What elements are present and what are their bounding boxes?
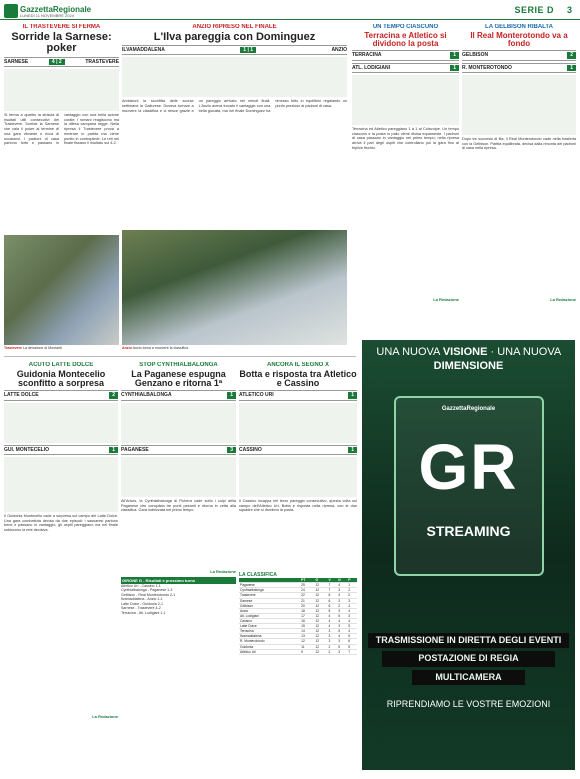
kicker: LA GELBISON RIBALTA — [485, 24, 553, 30]
scoreline-away: ATL. LODIGIANI 1 — [352, 63, 459, 73]
standings-cell: 3 — [337, 649, 347, 654]
ad-streaming: STREAMING — [426, 523, 511, 539]
standings-cell: 3 — [328, 629, 338, 634]
standings-cell: 4 — [328, 624, 338, 629]
headline: Terracina e Atletico si dividono la posta — [364, 30, 447, 48]
scoreline: LATTE DOLCE 2 — [4, 390, 118, 400]
streaming-advertisement — [362, 340, 575, 770]
standings-cell: 17 — [300, 613, 314, 618]
results-list — [121, 584, 236, 615]
photo-caption-1: Trastevere La delusione di Montanti — [4, 346, 62, 350]
lineup-box — [121, 403, 236, 443]
article-body: Si ferma a quattro la striscia di risultati utili consecutivi del Trastevere. Sorride la Sarnese che cala il poker al termine di una gara vibrante e ricca di occasioni. I padroni di casa partono forte e passano in vantaggio con una bella azione corale; i romani reagiscono ma la difesa campana regge. Nella ripresa il Trastevere prova a rientrare in partita ma viene punito in contropiede. Le reti nel finale fissano il risultato sul 4-2. — [4, 112, 119, 146]
photo-caption-2: Anzio Anzio torna a muovere la classifica — [122, 346, 189, 350]
trastevere-photo — [4, 235, 119, 345]
standings-cell: 12 — [314, 619, 327, 624]
article-terracina — [352, 24, 459, 344]
scoreline: ILVAMADDALENA 1 | 1 ANZIO — [122, 45, 347, 55]
page-number: 3 — [566, 5, 572, 15]
result-row: Latte Dolce - Guidonia 2-1 — [121, 601, 163, 606]
standings-cell: 3 — [337, 608, 347, 613]
result-row: Sarnese - Trastevere 4-2 — [121, 606, 161, 611]
standings-cell: 22 — [300, 593, 314, 598]
standings-cell: 4 — [347, 629, 357, 634]
scoreline: ATLETICO URI 1 — [239, 390, 357, 400]
standings-cell: 21 — [300, 598, 314, 603]
away-team: TRASTEVERE — [85, 58, 119, 65]
ad-bullet-3: MULTICAMERA — [412, 670, 525, 685]
standings-cell: 4 — [337, 593, 347, 598]
standings-cell: 12 — [314, 593, 327, 598]
result-row: Terracina - Atl. Lodigiani 1-1 — [121, 610, 166, 615]
standings-cell: Ilvamaddalena — [239, 634, 300, 639]
ad-bullet-2: POSTAZIONE DI REGIA — [382, 651, 555, 666]
standings-cell: 12 — [314, 649, 327, 654]
standings-cell: Terracina — [239, 629, 300, 634]
standings-cell: 2 — [328, 644, 338, 649]
standings-cell: 2 — [347, 593, 357, 598]
lineup-box — [239, 403, 357, 443]
kicker: ACUTO LATTE DOLCE — [28, 362, 94, 368]
standings-cell: Gelbison — [239, 603, 300, 608]
standings-cell: 12 — [300, 639, 314, 644]
article-cassino — [239, 362, 357, 772]
standings-cell: 4 — [337, 634, 347, 639]
ad-headline: UNA NUOVA VISIONE · UNA NUOVA DIMENSIONE — [376, 346, 561, 372]
kicker: IL TRASTEVERE SI FERMA — [22, 24, 101, 30]
kicker: ANCORA IL SEGNO X — [266, 362, 329, 368]
home-team: SARNESE — [4, 58, 29, 65]
ad-tagline: RIPRENDIAMO LE VOSTRE EMOZIONI — [386, 698, 551, 709]
standings-cell: 14 — [300, 629, 314, 634]
standings-cell: 5 — [328, 608, 338, 613]
standings-header-cell: PT — [300, 578, 314, 583]
brand-name: GazzettaRegionale — [20, 5, 92, 14]
standings-cell: 12 — [314, 588, 327, 593]
standings-cell: 11 — [300, 644, 314, 649]
standings-row — [239, 649, 357, 654]
issue-date: LUNEDÌ 11 NOVEMBRE 2024 — [20, 13, 74, 18]
headline: Sorride la Sarnese: poker — [11, 30, 112, 55]
standings-cell: 6 — [328, 603, 338, 608]
home-team: ILVAMADDALENA — [122, 47, 165, 54]
home-score: 1 — [243, 47, 247, 54]
standings-cell: 5 — [347, 634, 357, 639]
standings-cell: 4 — [328, 613, 338, 618]
lineup-box-2 — [4, 457, 118, 512]
result-row: Atletico Uri - Cassino 1-1 — [121, 583, 161, 588]
standings-header-cell: N — [337, 578, 347, 583]
ad-bullet-1: TRASMISSIONE IN DIRETTA DEGLI EVENTI — [368, 633, 569, 648]
standings-cell: 3 — [347, 598, 357, 603]
away-score: 2 — [58, 58, 62, 65]
section-title: SERIE D — [514, 5, 554, 15]
standings-cell: 2 — [337, 603, 347, 608]
standings-cell: R. Monterotondo — [239, 639, 300, 644]
article-paganese — [121, 362, 236, 772]
standings-cell: Paganese — [239, 583, 300, 588]
standings-cell: 12 — [314, 603, 327, 608]
standings-cell: 3 — [337, 588, 347, 593]
standings-cell: 24 — [300, 588, 314, 593]
headline: La Paganese espugna Genzano e ritorna 1ª — [131, 368, 226, 388]
standings-cell: Latte Dolce — [239, 624, 300, 629]
ad-bullets — [362, 630, 575, 710]
ad-emblem — [394, 396, 544, 576]
standings-cell: 7 — [328, 583, 338, 588]
lineup-box — [462, 75, 576, 135]
standings-cell: 3 — [328, 639, 338, 644]
article-body: Dopo tre successi di fila, il Real Monterotondo cade nella trasferta con la Gelbison. Partita equilibrata, decisa dalla rimonta dei padroni di casa nella ripresa. — [462, 136, 576, 151]
result-row: Gelbison - Real Monterotondo 2-1 — [121, 592, 176, 597]
article-anzio — [122, 24, 347, 164]
standings-title: LA CLASSIFICA — [239, 571, 277, 578]
byline: La Redazione — [92, 713, 118, 719]
standings-cell: 12 — [314, 644, 327, 649]
standings-cell: 6 — [328, 593, 338, 598]
standings-table — [239, 578, 357, 655]
headline: Botta e risposta tra Atletico e Cassino — [239, 368, 357, 388]
standings-cell: 7 — [328, 588, 338, 593]
home-score: 4 — [51, 58, 55, 65]
standings-cell: Trastevere — [239, 593, 300, 598]
standings-cell: 5 — [337, 613, 347, 618]
standings-cell: 5 — [337, 629, 347, 634]
standings-cell: 3 — [337, 624, 347, 629]
article-latte-dolce — [4, 362, 118, 772]
away-team: ANZIO — [331, 47, 347, 54]
standings-cell: Cynthialbalonga — [239, 588, 300, 593]
article-body: Terracina ed Atletico pareggiano 1 a 1 al Colavolpe. Un tempo ciascuno e la posta in palio viene divisa equamente. I padroni di casa passano in vantaggio nel primo tempo; nella ripresa arriva il pari degli ospiti che controllano poi la gara fino al triplice fischio. — [352, 126, 459, 150]
standings-cell: 12 — [314, 634, 327, 639]
article-body: Il Cassino incappa nel terzo pareggio consecutivo, questa volta sul campo dell'Atletico Uri. Botta e risposta nella ripresa, con le due squadre che si dividono la posta. — [239, 498, 357, 513]
standings-cell: Atl. Lodigiani — [239, 613, 300, 618]
standings-cell: 2 — [347, 588, 357, 593]
standings-cell: Cassino — [239, 619, 300, 624]
standings-cell: 15 — [300, 624, 314, 629]
byline: La Redazione — [550, 296, 576, 302]
standings-cell: 4 — [337, 583, 347, 588]
article-body: All'Arturo, la Cynthialbalonga di Fichera cade sotto i colpi della Paganese che conquista tre punti pesanti e ritorna in vetta alla classifica. Gara indirizzata nel primo tempo. — [121, 498, 236, 513]
lineup-box — [352, 75, 459, 125]
standings-cell: 12 — [314, 639, 327, 644]
lineup-box-2 — [121, 457, 236, 497]
kicker: ANZIO RIPRESO NEL FINALE — [192, 24, 277, 30]
ad-brand: GazzettaRegionale — [441, 405, 496, 412]
standings-cell: 5 — [337, 644, 347, 649]
scoreline: TERRACINA 1 — [352, 50, 459, 60]
lineup-box — [4, 69, 119, 111]
article-gelbison — [462, 24, 576, 344]
scoreline-away: R. MONTEROTONDO 1 — [462, 63, 576, 73]
standings-header-cell: V — [328, 578, 338, 583]
standings-cell: 3 — [328, 634, 338, 639]
standings-cell: 13 — [300, 634, 314, 639]
standings-cell: 9 — [300, 649, 314, 654]
scoreline-away: GUI. MONTECELIO 1 — [4, 445, 118, 455]
standings-cell: 5 — [347, 624, 357, 629]
standings-cell: 4 — [347, 608, 357, 613]
article-body: Il Guidonia Montecelio cade a sorpresa sul campo del Latte Dolce. Una gara combattuta decisa da due episodi: i sassaresi partono bene e passano in vantaggio, gli ospiti pareggiano ma nel finale subiscono la rete decisiva. — [4, 513, 118, 533]
standings-header-cell: G — [314, 578, 327, 583]
byline: La Redazione — [433, 296, 459, 302]
lineup-box — [122, 57, 347, 97]
ad-logo-text: GR — [418, 431, 519, 503]
standings-cell: 12 — [314, 608, 327, 613]
standings-cell: Anzio — [239, 608, 300, 613]
standings-cell: 3 — [347, 613, 357, 618]
standings-cell: 12 — [314, 583, 327, 588]
standings-cell: 1 — [347, 583, 357, 588]
standings-cell: 25 — [300, 583, 314, 588]
headline: Il Real Monterotondo va a fondo — [470, 30, 568, 48]
kicker: STOP CYNTHIALBALONGA — [139, 362, 218, 368]
headline: Guidonia Montecelio sconfitto a sorpresa — [16, 368, 106, 388]
scoreline: SARNESE 4 | 2 TRASTEVERE — [4, 57, 119, 67]
scoreline: CYNTHIALBALONGA 1 — [121, 390, 236, 400]
standings-cell: 12 — [314, 629, 327, 634]
kicker: UN TEMPO CIASCUNO — [372, 24, 439, 30]
standings-cell: 3 — [337, 639, 347, 644]
standings-cell: 5 — [347, 644, 357, 649]
headline: L'Ilva pareggia con Dominguez — [153, 30, 316, 43]
standings-cell: Atletico Uri — [239, 649, 300, 654]
standings-cell: 6 — [347, 639, 357, 644]
scoreline-away: PAGANESE 3 — [121, 445, 236, 455]
standings-cell: 7 — [347, 649, 357, 654]
scoreline-away: CASSINO 1 — [239, 445, 357, 455]
lineup-box — [4, 403, 118, 443]
standings-cell: 4 — [347, 603, 357, 608]
standings-cell: 4 — [337, 619, 347, 624]
standings-cell: 3 — [337, 598, 347, 603]
standings-cell: Sarnese — [239, 598, 300, 603]
result-row: Ilvamaddalena - Anzio 1-1 — [121, 597, 163, 602]
away-score: 1 — [250, 47, 254, 54]
standings-cell: 20 — [300, 603, 314, 608]
divider — [4, 356, 356, 357]
standings-cell: 12 — [314, 598, 327, 603]
byline: La Redazione — [210, 568, 236, 574]
anzio-photo — [122, 230, 347, 345]
standings-header-cell: P — [347, 578, 357, 583]
standings-cell: 4 — [347, 619, 357, 624]
result-row: Cynthialbalonga - Paganese 1-3 — [121, 588, 173, 593]
lineup-box-2 — [239, 457, 357, 497]
results-title: GIRONE G - Risultati e prossimo turno — [121, 577, 236, 584]
page-header — [0, 0, 580, 20]
standings-cell: 16 — [300, 619, 314, 624]
standings-cell: Guidonia — [239, 644, 300, 649]
scoreline: GELBISON 2 — [462, 50, 576, 60]
standings-cell: 6 — [328, 598, 338, 603]
standings-cell: 18 — [300, 608, 314, 613]
standings-cell: 4 — [328, 619, 338, 624]
standings-cell: 12 — [314, 624, 327, 629]
standings-cell: 2 — [328, 649, 338, 654]
standings-cell: 12 — [314, 613, 327, 618]
article-body: Ambizioni la sconfitta delle scorse settimane la Gallurese. Doveva tornare a muovere la classifica e ci riesce grazie a un pareggio arrivato nei minuti finali. L'Anzio aveva trovato il vantaggio con una bella giocata, ma nel finale Dominguez ha rimesso tutto in equilibrio regalando un punto prezioso ai padroni di casa. — [122, 99, 347, 113]
brand-logo — [4, 4, 18, 18]
